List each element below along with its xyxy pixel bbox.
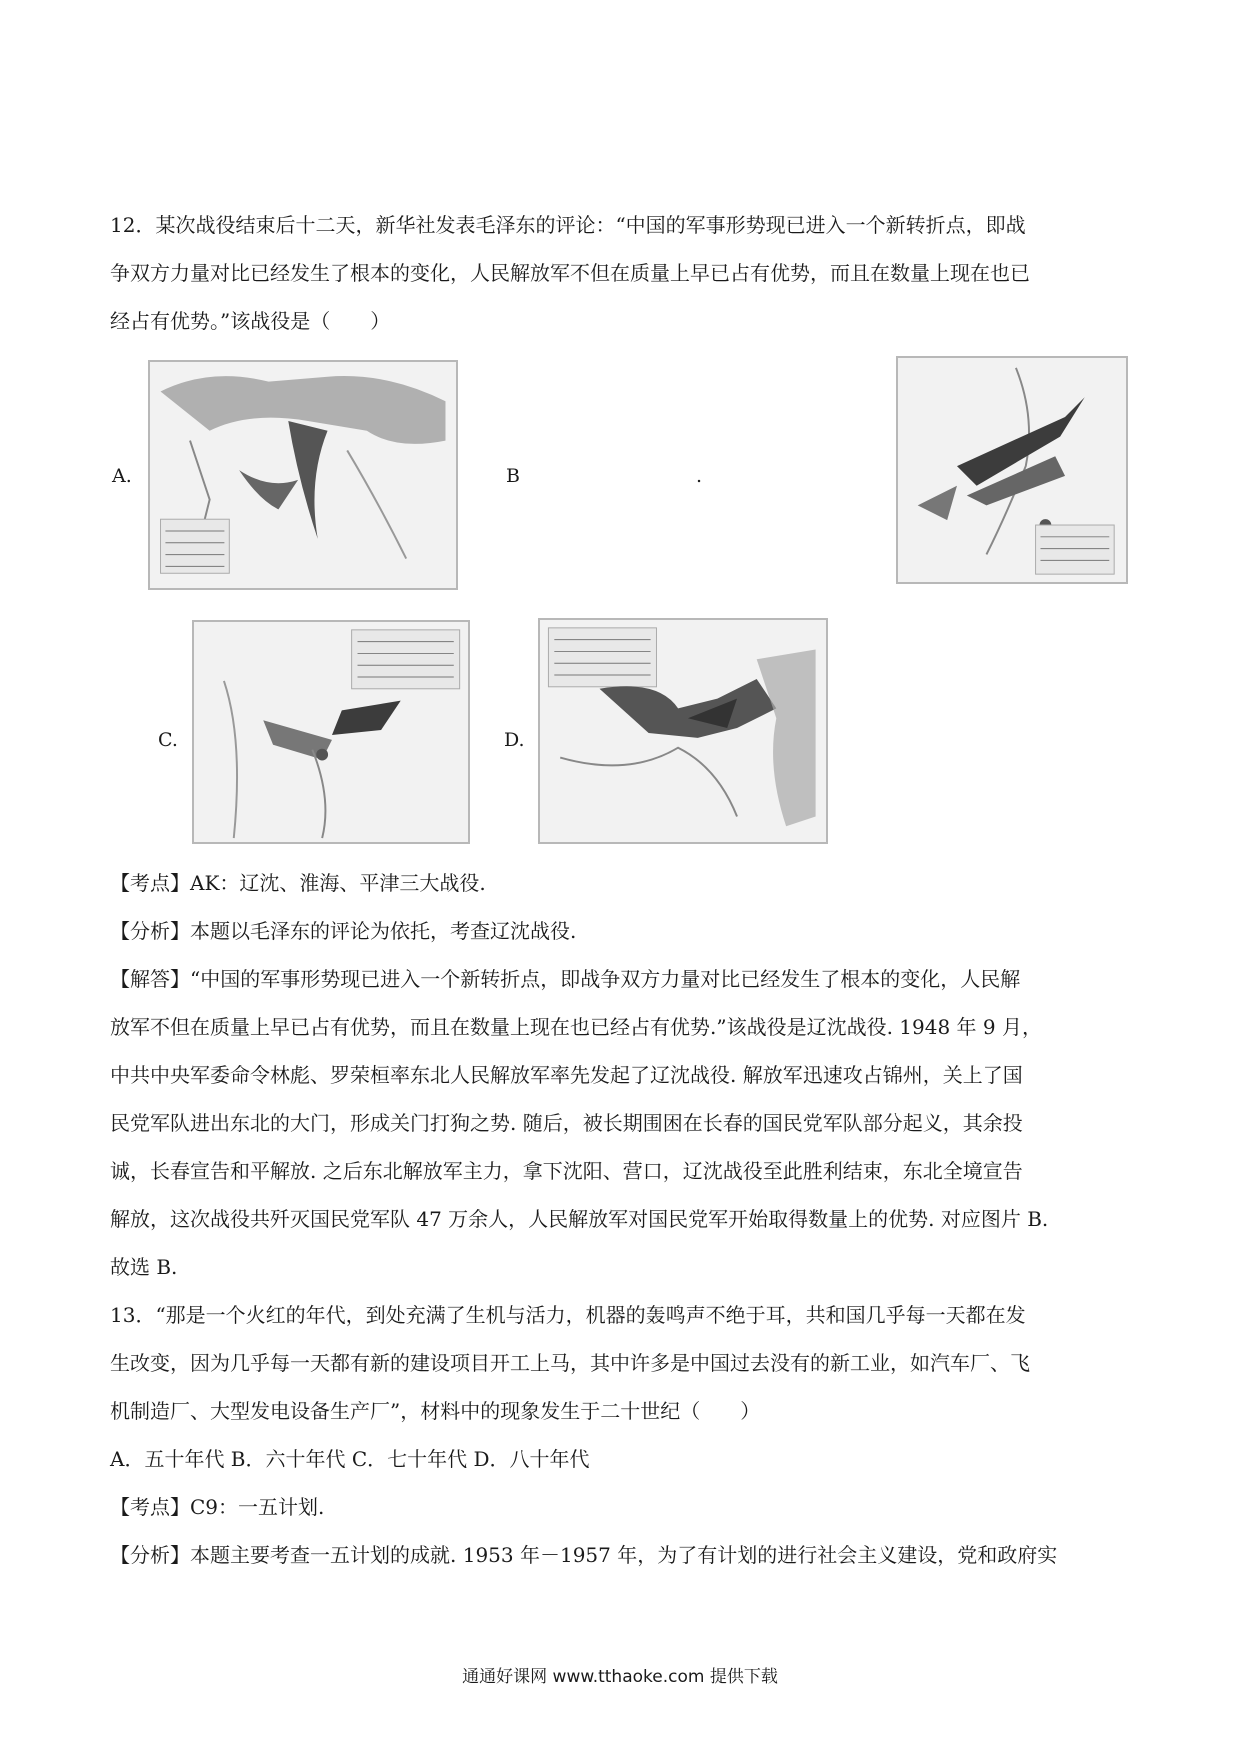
- battle-map-a-image: [150, 362, 456, 588]
- q12-stem-line-3: 经占有优势。”该战役是（ ）: [110, 309, 391, 333]
- q12-kaodian: 【考点】AK：辽沈、淮海、平津三大战役.: [110, 871, 486, 895]
- q12-stem-line-2: 争双方力量对比已经发生了根本的变化，人民解放军不但在质量上早已占有优势，而且在数量上现在也已: [110, 261, 1030, 285]
- q12-option-b-dot: .: [696, 465, 703, 487]
- q12-jieda-line-2: 放军不但在质量上早已占有优势，而且在数量上现在也已经占有优势.”该战役是辽沈战役. 1948 年 9 月，: [110, 1015, 1042, 1039]
- q13-stem-line-1: 13．“那是一个火红的年代，到处充满了生机与活力，机器的轰鸣声不绝于耳，共和国几乎每一天都在发: [110, 1303, 1026, 1327]
- q12-option-a-label: A.: [112, 465, 132, 487]
- q12-jieda-line-1: 【解答】“中国的军事形势现已进入一个新转折点，即战争双方力量对比已经发生了根本的变化，人民解: [110, 967, 1021, 991]
- q12-jieda-line-3: 中共中央军委命令林彪、罗荣桓率东北人民解放军率先发起了辽沈战役. 解放军迅速攻占锦州，关上了国: [110, 1063, 1023, 1087]
- battle-map-c-image: [194, 622, 468, 842]
- q13-stem-line-2: 生改变，因为几乎每一天都有新的建设项目开工上马，其中许多是中国过去没有的新工业，如汽车厂、飞: [110, 1351, 1030, 1375]
- battle-map-b-image: [898, 358, 1126, 582]
- q12-stem-line-1: 12．某次战役结束后十二天，新华社发表毛泽东的评论：“中国的军事形势现已进入一个新转折点，即战: [110, 213, 1026, 237]
- q12-option-c-label: C.: [158, 729, 178, 751]
- q12-option-a-map: [148, 360, 458, 590]
- q13-options: A．五十年代 B．六十年代 C．七十年代 D．八十年代: [110, 1447, 590, 1471]
- q12-jieda-line-7: 故选 B.: [110, 1255, 178, 1279]
- q13-fenxi: 【分析】本题主要考查一五计划的成就. 1953 年－1957 年，为了有计划的进行社会主义建设，党和政府实: [110, 1543, 1058, 1567]
- q12-option-d-label: D.: [504, 729, 525, 751]
- q12-option-b-map: [896, 356, 1128, 584]
- q12-option-d-map: [538, 618, 828, 844]
- q13-kaodian: 【考点】C9：一五计划.: [110, 1495, 325, 1519]
- battle-map-d-image: [540, 620, 826, 842]
- q12-option-c-map: [192, 620, 470, 844]
- q12-jieda-line-6: 解放，这次战役共歼灭国民党军队 47 万余人，人民解放军对国民党军开始取得数量上的优势. 对应图片 B.: [110, 1207, 1049, 1231]
- q13-stem-line-3: 机制造厂、大型发电设备生产厂”，材料中的现象发生于二十世纪（ ）: [110, 1399, 761, 1423]
- page-footer: 通通好课网 www.tthaoke.com 提供下载: [462, 1667, 778, 1687]
- q12-fenxi: 【分析】本题以毛泽东的评论为依托，考查辽沈战役.: [110, 919, 577, 943]
- q12-jieda-line-4: 民党军队进出东北的大门，形成关门打狗之势. 随后，被长期围困在长春的国民党军队部分起义，其余投: [110, 1111, 1023, 1135]
- q12-jieda-line-5: 诚，长春宣告和平解放. 之后东北解放军主力，拿下沈阳、营口，辽沈战役至此胜利结束，东北全境宣告: [110, 1159, 1023, 1183]
- q12-option-b-label: B: [506, 465, 520, 487]
